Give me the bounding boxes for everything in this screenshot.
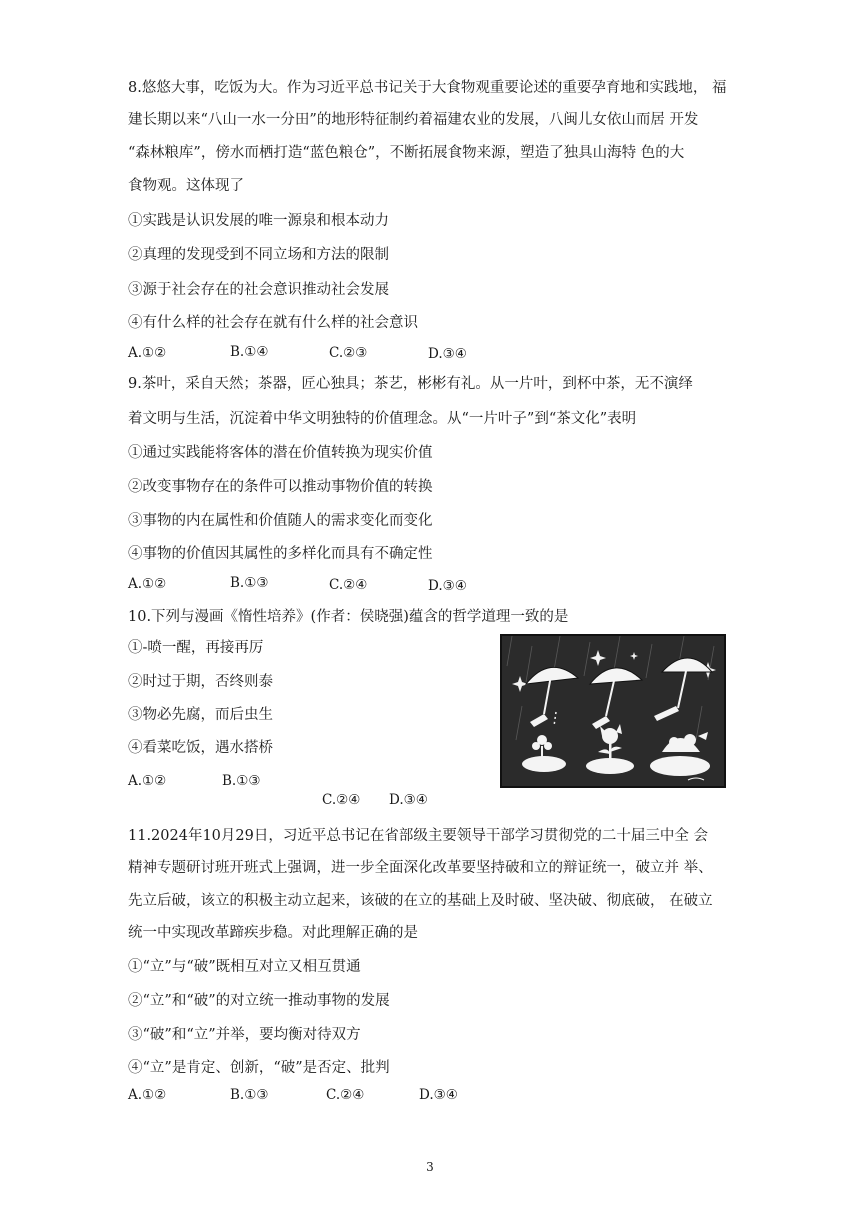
q9-option-b: B.①③ xyxy=(230,575,269,591)
q8-option-a: A.①② xyxy=(128,345,167,361)
q11-option-b: B.①③ xyxy=(230,1087,269,1103)
cartoon-illustration xyxy=(500,634,726,788)
q11-option-a: A.①② xyxy=(128,1087,167,1103)
q10-option-b: B.①③ xyxy=(222,773,261,789)
q10-statement-4: ④看菜吃饭，遇水搭桥 xyxy=(128,740,273,756)
q9-statement-4: ④事物的价值因其属性的多样化而具有不确定性 xyxy=(128,546,433,562)
q11-stem-line-3: 先立后破，该立的积极主动立起来，该破的在立的基础上及时破、坚决破、彻底破， 在破立 xyxy=(128,893,713,909)
q9-stem-line-1: 9.茶叶，采自天然；茶器，匠心独具；茶艺，彬彬有礼。从一片叶，到杯中茶，无不演绎 xyxy=(128,376,693,392)
q10-stem-line-1: 10.下列与漫画《惰性培养》(作者：侯晓强)蕴含的哲学道理一致的是 xyxy=(128,609,569,625)
q11-statement-4: ④“立”是肯定、创新，“破”是否定、批判 xyxy=(128,1060,390,1076)
q11-option-c: C.②④ xyxy=(326,1087,365,1103)
q8-stem-line-1: 8.悠悠大事，吃饭为大。作为习近平总书记关于大食物观重要论述的重要孕育地和实践地， 福 xyxy=(128,80,727,96)
q10-statement-3: ③物必先腐，而后虫生 xyxy=(128,707,273,723)
q8-option-b: B.①④ xyxy=(230,344,269,360)
q11-option-d: D.③④ xyxy=(419,1087,458,1103)
q9-option-a: A.①② xyxy=(128,576,167,592)
q10-option-c: C.②④ xyxy=(322,792,361,808)
q11-statement-2: ②“立”和“破”的对立统一推动事物的发展 xyxy=(128,993,390,1009)
q11-statement-3: ③“破”和“立”并举，要均衡对待双方 xyxy=(128,1027,361,1043)
q10-statement-2: ②时过于期，否终则泰 xyxy=(128,674,273,690)
q11-statement-1: ①“立”与“破”既相互对立又相互贯通 xyxy=(128,959,361,975)
q10-option-d: D.③④ xyxy=(389,792,428,808)
q8-statement-3: ③源于社会存在的社会意识推动社会发展 xyxy=(128,282,389,298)
q8-stem-line-4: 食物观。这体现了 xyxy=(128,178,244,194)
q8-statement-4: ④有什么样的社会存在就有什么样的社会意识 xyxy=(128,315,418,331)
q9-option-c: C.②④ xyxy=(329,577,368,593)
q11-stem-line-4: 统一中实现改革蹄疾步稳。对此理解正确的是 xyxy=(128,925,418,941)
q9-statement-3: ③事物的内在属性和价值随人的需求变化而变化 xyxy=(128,513,433,529)
q11-stem-line-2: 精神专题研讨班开班式上强调，进一步全面深化改革要坚持破和立的辩证统一，破立并 举、 xyxy=(128,860,713,876)
q8-option-c: C.②③ xyxy=(329,345,368,361)
q11-stem-line-1: 11.2024年10月29日，习近平总书记在省部级主要领导干部学习贯彻党的二十届三中全 会 xyxy=(128,828,708,844)
q9-stem-line-2: 着文明与生活，沉淀着中华文明独特的价值理念。从“一片叶子”到“茶文化”表明 xyxy=(128,411,637,427)
q8-statement-2: ②真理的发现受到不同立场和方法的限制 xyxy=(128,247,389,263)
q8-option-d: D.③④ xyxy=(428,346,467,362)
q9-statement-2: ②改变事物存在的条件可以推动事物价值的转换 xyxy=(128,479,433,495)
cartoon-drawing xyxy=(502,636,724,786)
page-number: 3 xyxy=(426,1160,434,1174)
q9-statement-1: ①通过实践能将客体的潜在价值转换为现实价值 xyxy=(128,445,433,461)
q10-option-a: A.①② xyxy=(128,773,167,789)
q8-statement-1: ①实践是认识发展的唯一源泉和根本动力 xyxy=(128,213,389,229)
q8-stem-line-3: “森林粮库”，傍水而栖打造“蓝色粮仓”，不断拓展食物来源，塑造了独具山海特 色的大 xyxy=(128,145,685,161)
q10-statement-1: ①-喷一醒，再接再厉 xyxy=(128,640,264,656)
q9-option-d: D.③④ xyxy=(428,578,467,594)
q8-stem-line-2: 建长期以来“八山一水一分田”的地形特征制约着福建农业的发展，八闽儿女依山而居 开发 xyxy=(128,112,699,128)
